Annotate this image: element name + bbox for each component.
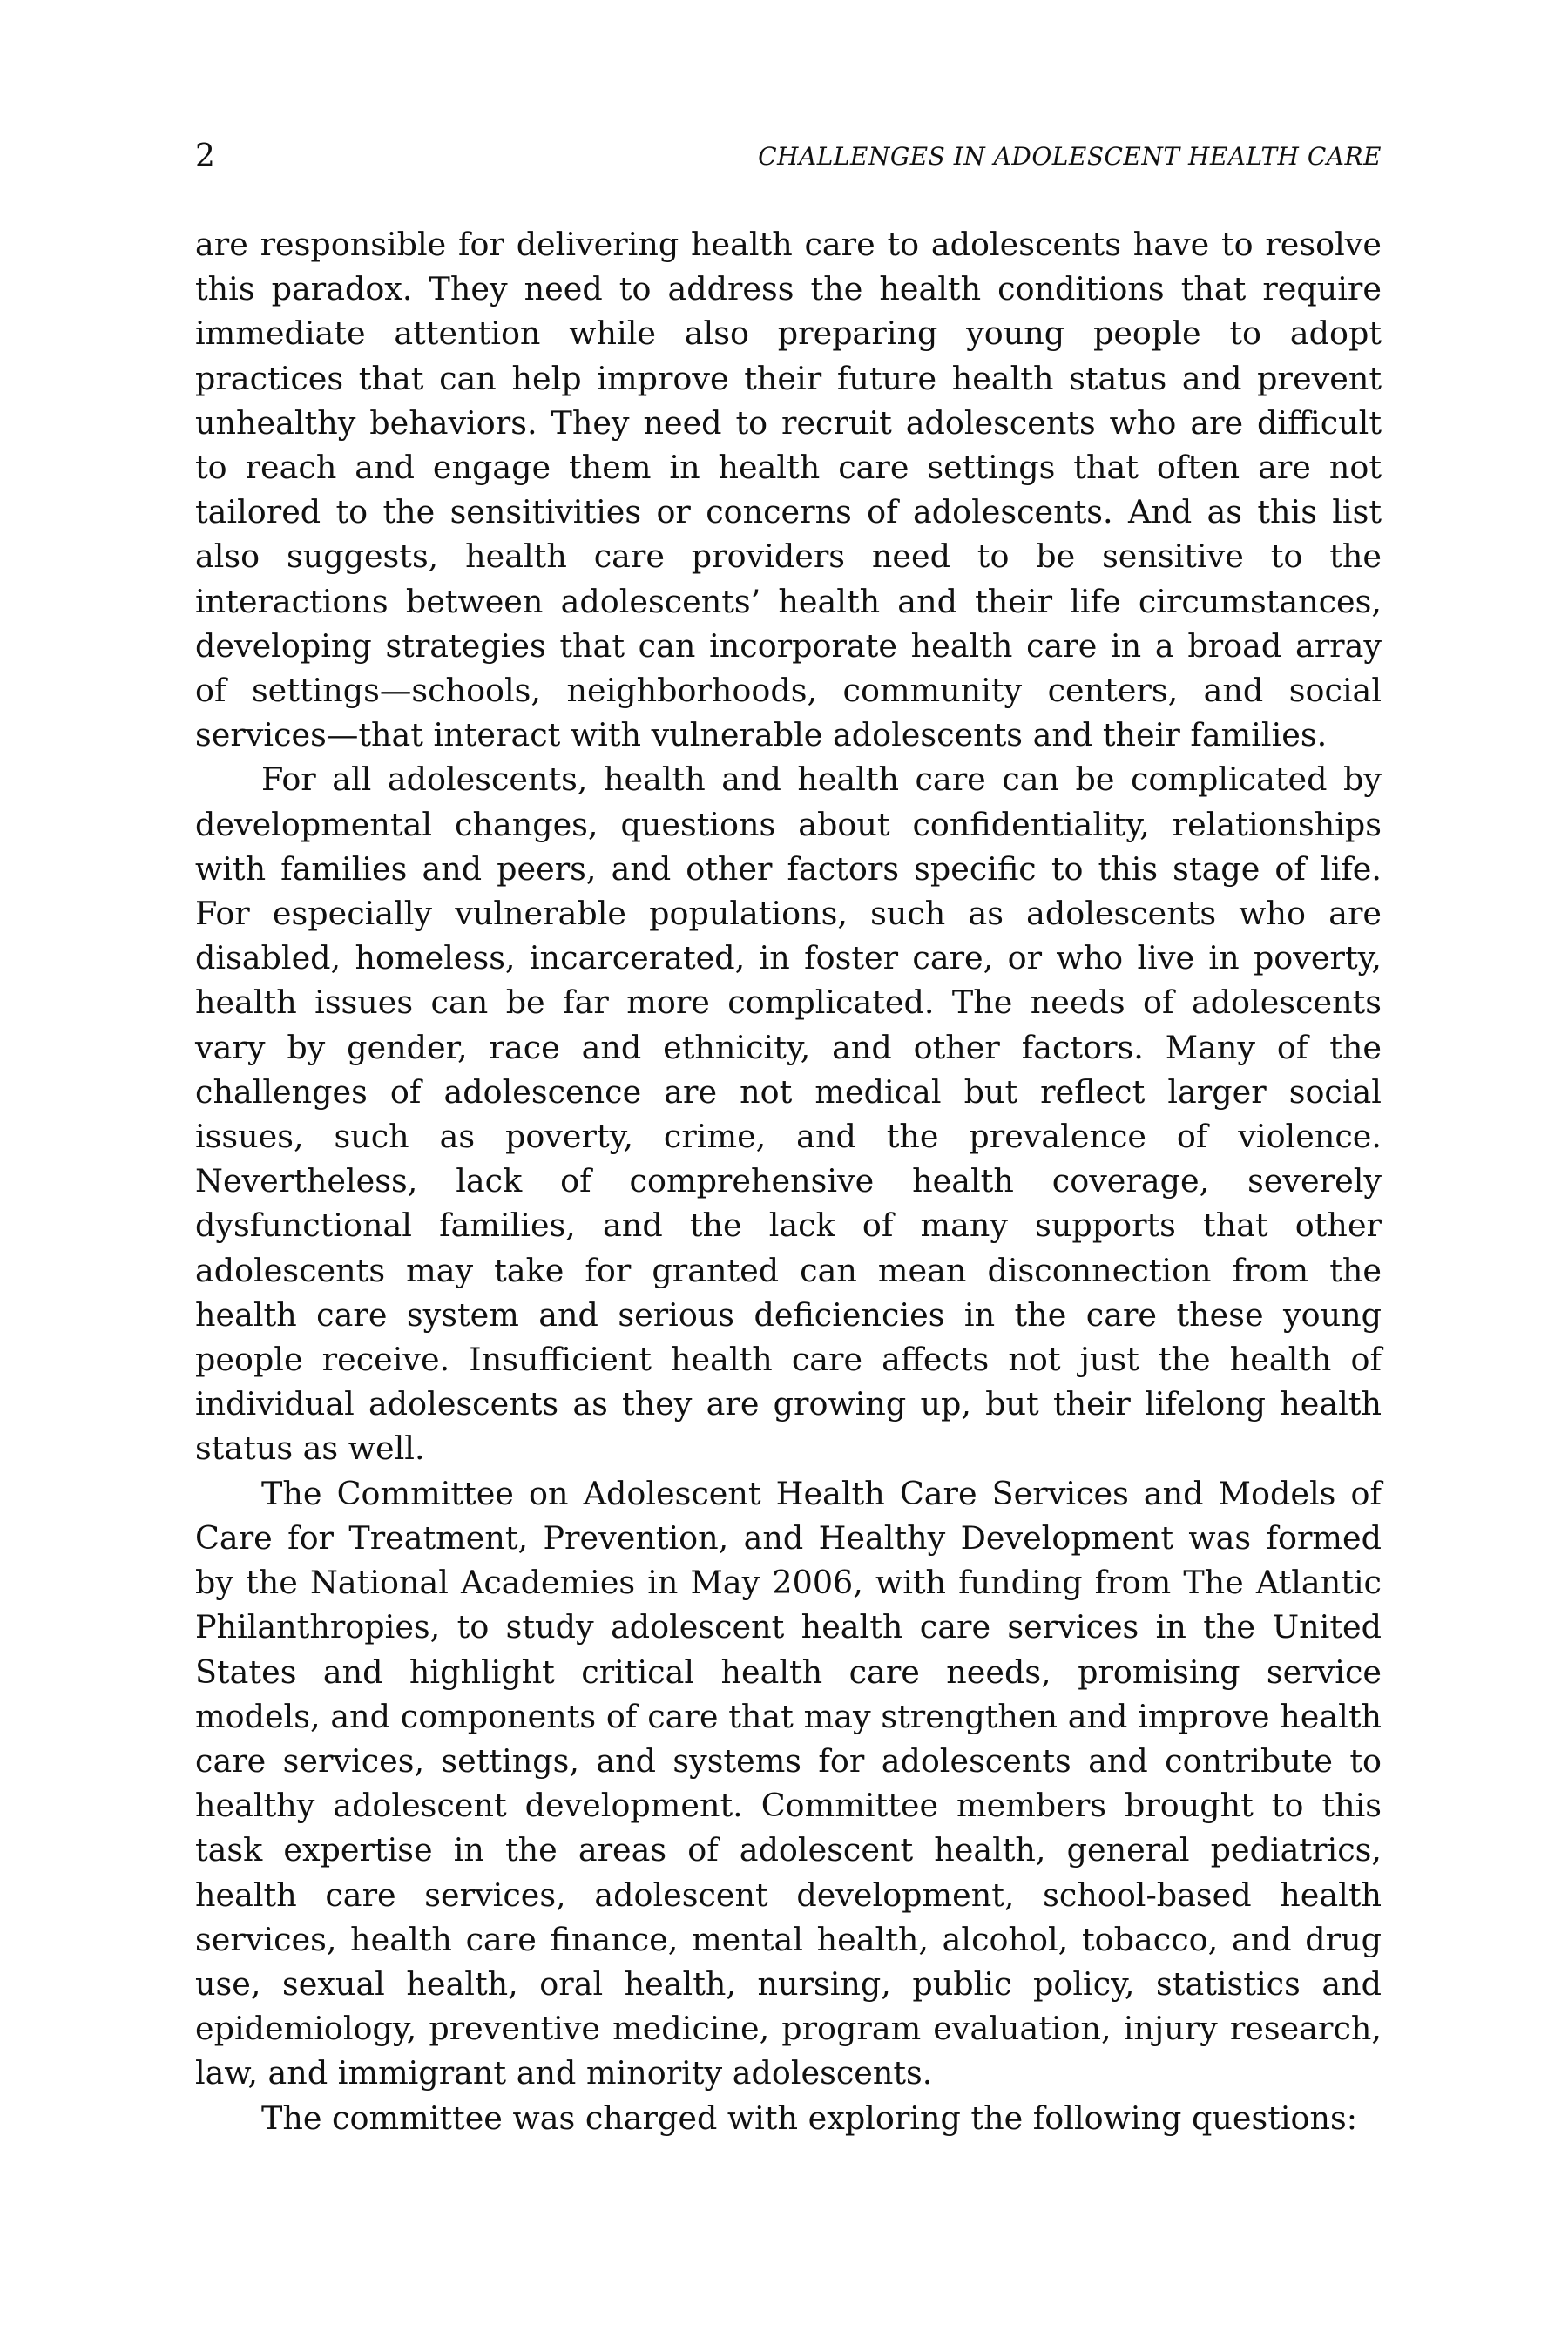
paragraph-2: For all adolescents, health and health care can be complicated by developmental changes, questions about confidentiality, relationships with families and peers, and other factors specific to this stage of life. For especially vulnerable populations, such as adolescents who are disabled, homeless, incarcerated, in foster care, or who live in poverty, health issues can be far more complicated. The needs of adolescents vary by gender, race and ethnicity, and other factors. Many of the challenges of adolescence are not medical but reflect larger social issues, such as poverty, crime, and the prevalence of violence. Nevertheless, lack of comprehensive health coverage, severely dysfunctional families, and the lack of many supports that other adolescents may take for granted can mean disconnection from the health care system and serious deficiencies in the care these young people receive. Insufficient health care affects not just the health of individual adolescents as they are growing up, but their lifelong health status as well. (195, 760, 1382, 1468)
paragraph-1: are responsible for delivering health care to adolescents have to resolve this paradox. They need to address the health conditions that require immediate attention while also preparing young people to adopt practices that can help improve their future health status and prevent unhealthy behaviors. They need to recruit adolescents who are difficult to reach and engage them in health care settings that often are not tailored to the sensitivities or concerns of adolescents. And as this list also suggests, health care providers need to be sensitive to the interactions between adolescents’ health and their life circumstances, developing strategies that can incorporate health care in a broad array of settings—schools, neighborhoods, community centers, and social services—that interact with vulnerable adolescents and their families. (195, 226, 1382, 754)
running-title: CHALLENGES IN ADOLESCENT HEALTH CARE (758, 142, 1382, 171)
page-number: 2 (195, 139, 215, 174)
running-header (195, 138, 1382, 176)
body-text (195, 222, 1382, 2140)
paragraph-4: The committee was charged with exploring the following questions: (261, 2099, 1358, 2137)
paragraph-3: The Committee on Adolescent Health Care Services and Models of Care for Treatment, Prevention, and Healthy Development was formed by the National Academies in May 2006, with funding from The Atlantic Philanthropies, to study adolescent health care services in the United States and highlight critical health care needs, promising service models, and components of care that may strengthen and improve health care services, settings, and systems for adolescents and contribute to healthy adolescent development. Committee members brought to this task expertise in the areas of adolescent health, general pediatrics, health care services, adolescent development, school-based health services, health care finance, mental health, alcohol, tobacco, and drug use, sexual health, oral health, nursing, public policy, statistics and epidemiology, preventive medicine, program evaluation, injury research, law, and immigrant and minority adolescents. (195, 1474, 1382, 2092)
